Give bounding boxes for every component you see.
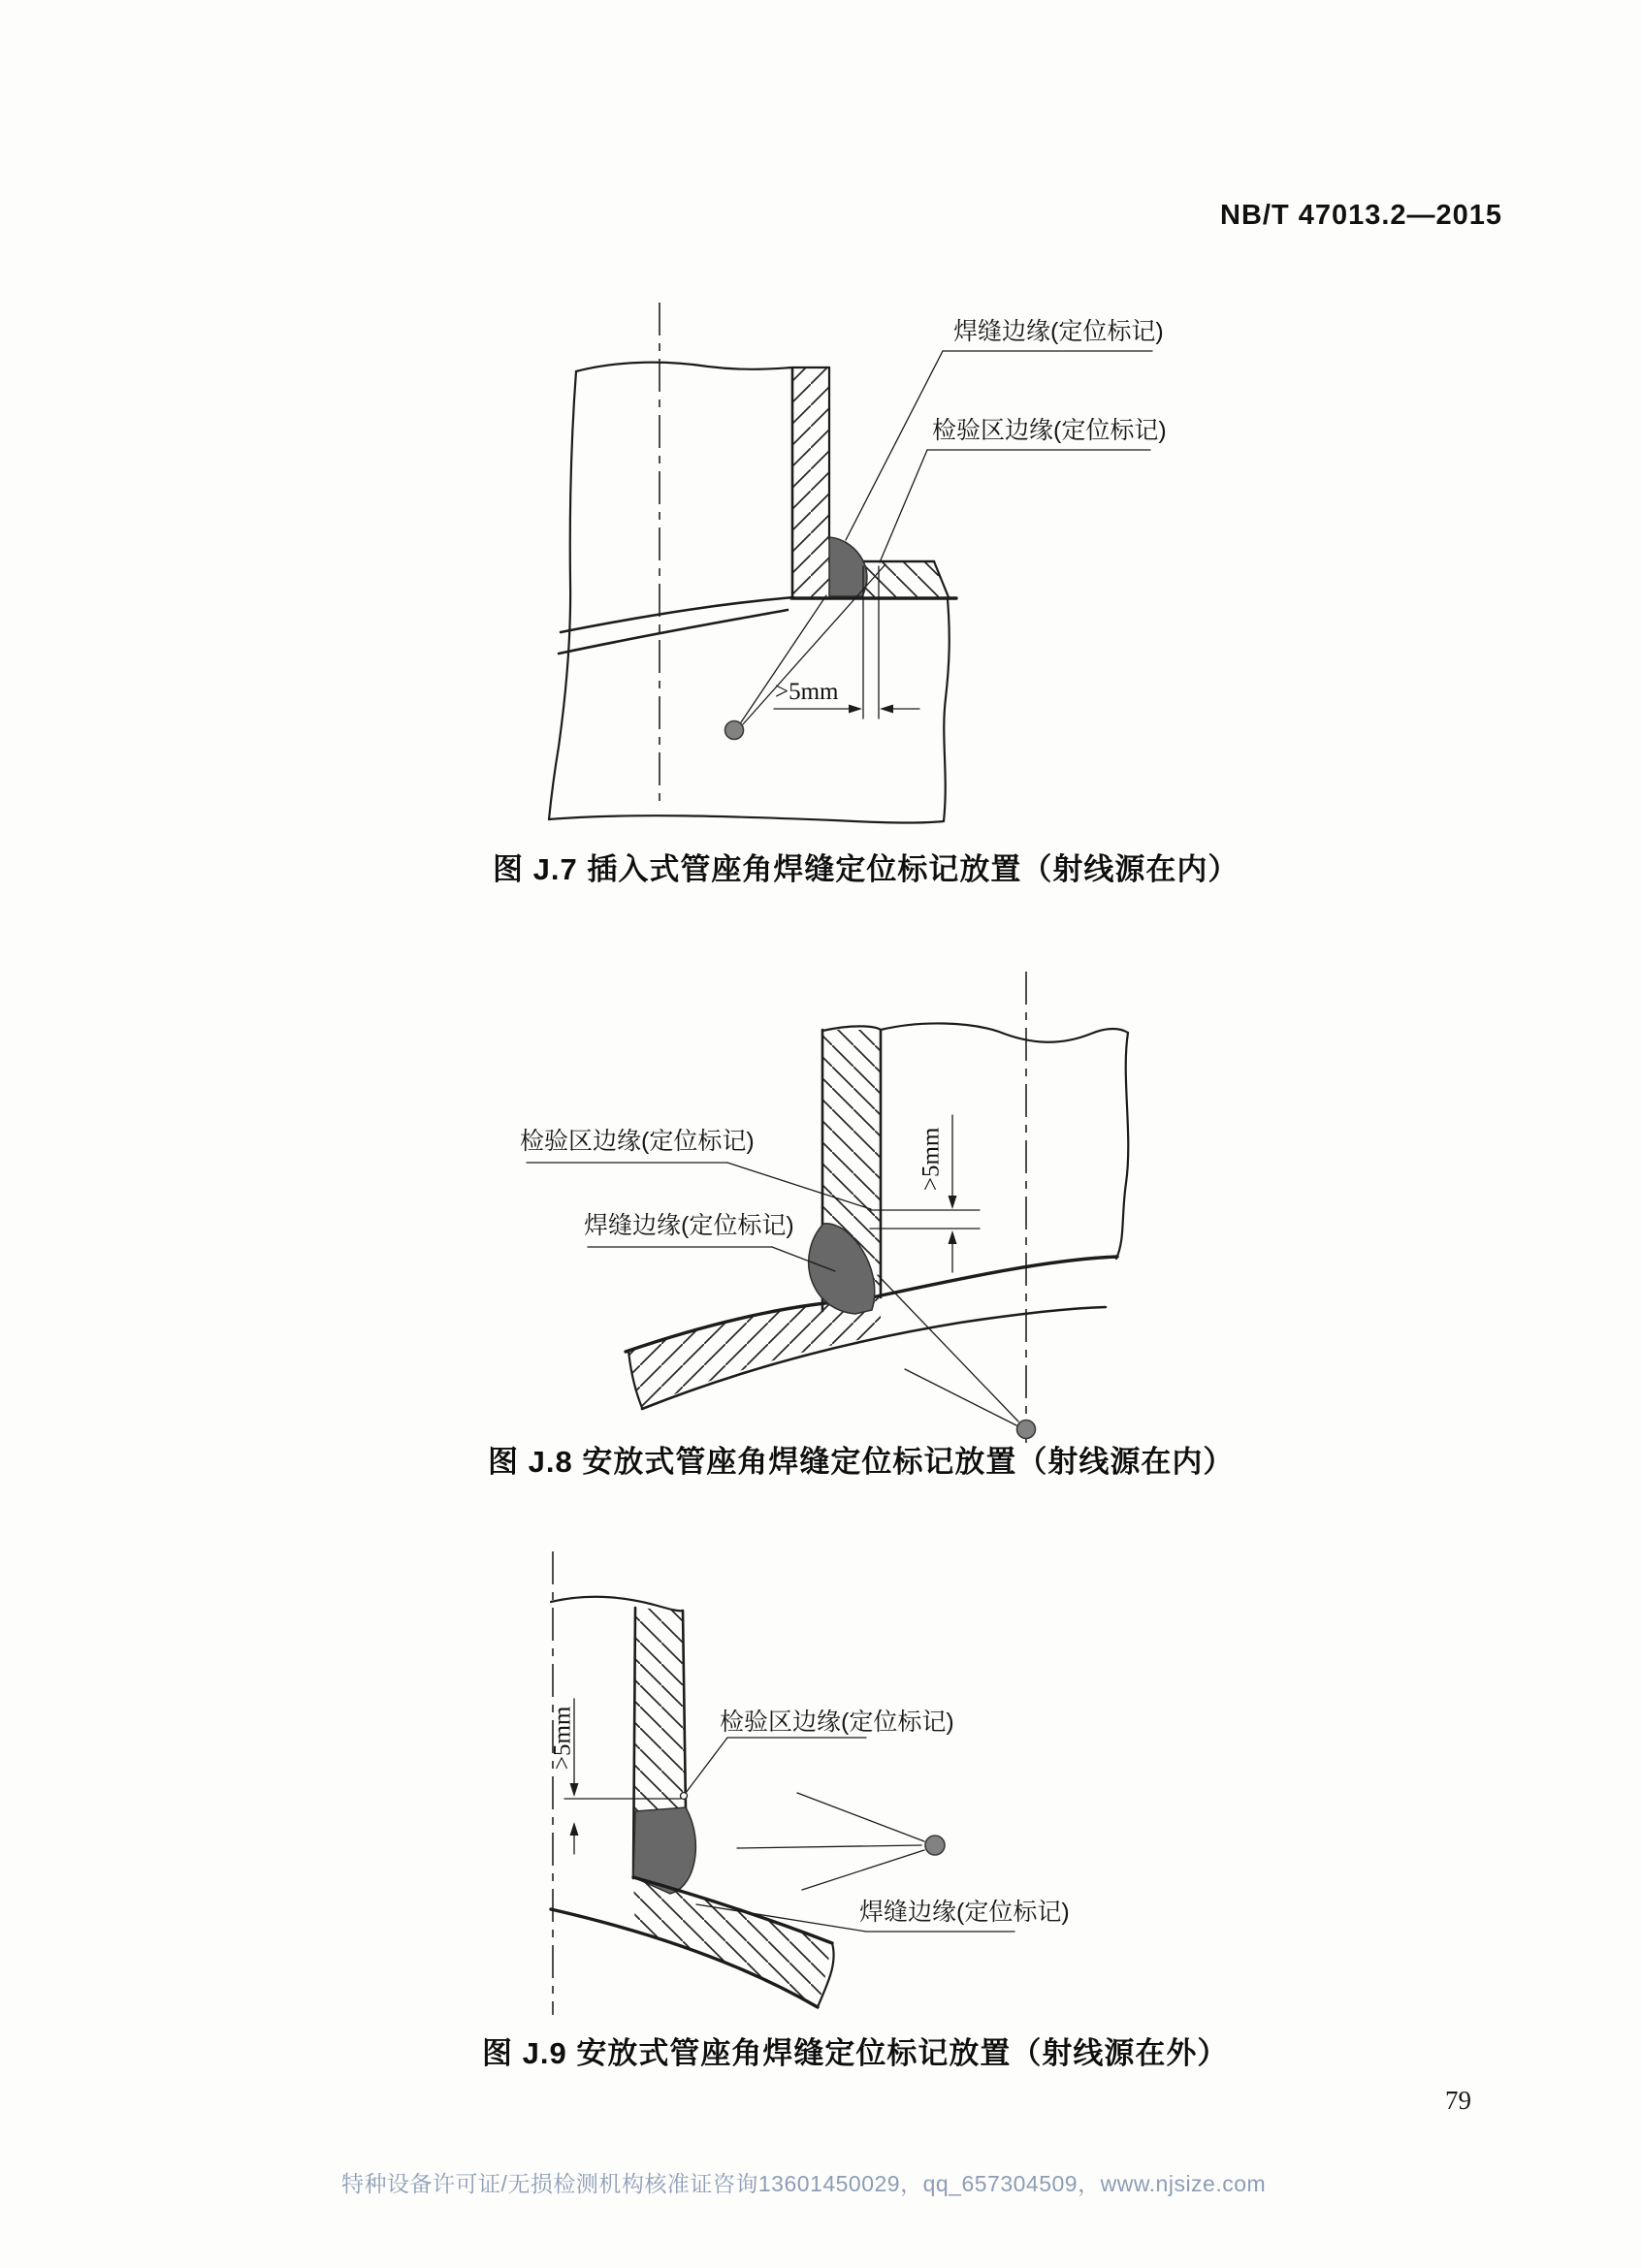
figure-j9-caption: 图 J.9 安放式管座角焊缝定位标记放置（射线源在外） bbox=[482, 2036, 1229, 2070]
j9-inspection-zone-label: 检验区边缘(定位标记) bbox=[720, 1709, 954, 1736]
j9-dimension-label: >5mm bbox=[549, 1706, 576, 1771]
j9-radiation-rays bbox=[737, 1793, 924, 1890]
j9-shell-plate-hatch bbox=[551, 1877, 834, 2007]
figure-j8-caption: 图 J.8 安放式管座角焊缝定位标记放置（射线源在内） bbox=[488, 1445, 1235, 1479]
j9-nozzle-break-line bbox=[551, 1597, 683, 1611]
j7-nozzle-wall-hatch bbox=[792, 367, 829, 597]
j8-dimension-label: >5mm bbox=[918, 1127, 945, 1192]
figure-j7-line-art bbox=[524, 286, 1222, 839]
standard-code-header: NB/T 47013.2—2015 bbox=[1220, 200, 1503, 231]
figure-j9-line-art bbox=[514, 1547, 1193, 2031]
j8-radiation-source-icon bbox=[1017, 1421, 1036, 1439]
j7-weld-joint-curves bbox=[559, 597, 793, 654]
j8-radiation-rays bbox=[878, 1275, 1018, 1425]
footer-watermark: 特种设备许可证/无损检测机构核准证咨询13601450029，qq_657304509，www.njsize.com bbox=[341, 2171, 1267, 2196]
figure-j8-line-art bbox=[456, 965, 1232, 1450]
j7-leader-lines bbox=[846, 351, 1152, 562]
j8-shell-plate-hatch bbox=[456, 965, 1117, 1409]
j9-radiation-source-icon bbox=[925, 1836, 945, 1855]
page-number: 79 bbox=[1445, 2086, 1471, 2115]
j7-dimension-label: >5mm bbox=[775, 679, 839, 705]
j7-weld-bead bbox=[829, 537, 867, 596]
j7-inspection-zone-label: 检验区边缘(定位标记) bbox=[932, 417, 1167, 444]
figure-j7-caption: 图 J.7 插入式管座角焊缝定位标记放置（射线源在内） bbox=[493, 852, 1240, 886]
j7-weld-edge-label: 焊缝边缘(定位标记) bbox=[953, 318, 1164, 345]
j7-radiation-source-icon bbox=[725, 721, 744, 740]
j8-inspection-zone-label: 检验区边缘(定位标记) bbox=[520, 1128, 755, 1155]
j8-weld-edge-label: 焊缝边缘(定位标记) bbox=[584, 1212, 794, 1239]
j9-weld-edge-label: 焊缝边缘(定位标记) bbox=[859, 1899, 1070, 1926]
